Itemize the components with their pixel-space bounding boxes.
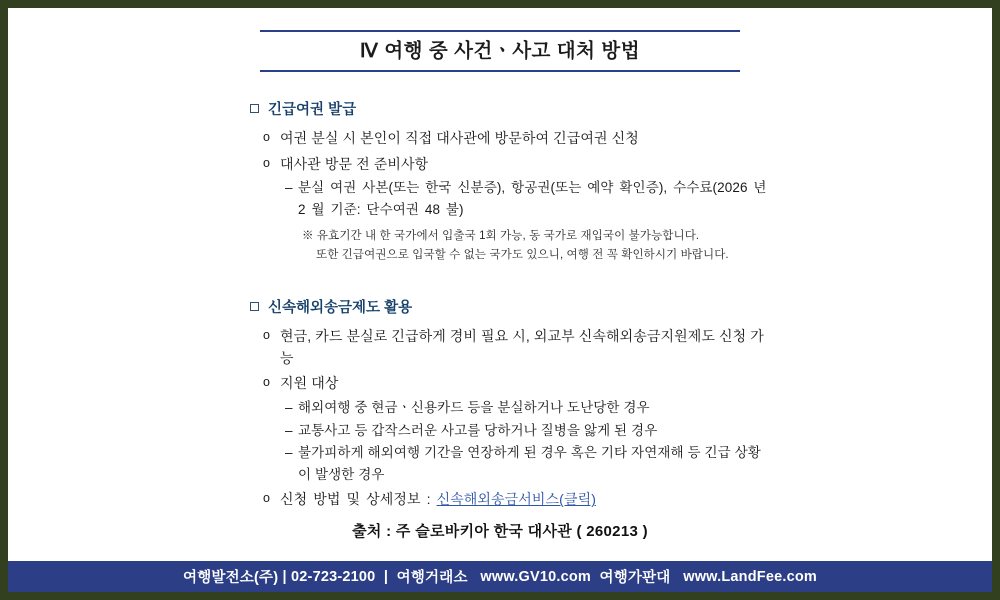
slide-title-block — [260, 30, 740, 72]
page-title: Ⅳ 여행 중 사건ㆍ사고 대처 방법 — [359, 40, 641, 62]
section-heading — [250, 296, 770, 317]
footer-brand-2: 여행가판대 — [599, 570, 671, 586]
footer-company: 여행발전소(주) — [182, 570, 279, 586]
footer-separator-1: | — [278, 568, 292, 585]
footer-site-1[interactable]: www.GV10.com — [480, 568, 592, 585]
sub-list-item: – 교통사고 등 갑작스러운 사고를 당하거나 질병을 앓게 된 경우 — [298, 420, 770, 442]
section-heading — [250, 98, 770, 119]
list-item-text: 대사관 방문 전 준비사항 — [280, 155, 429, 172]
section-emergency-remittance — [250, 296, 770, 515]
list-item-remittance-link — [280, 489, 770, 511]
sub-item-list — [280, 397, 770, 485]
sub-list-item: – 불가피하게 해외여행 기간을 연장하게 된 경우 혹은 기타 자연재해 등 긴급 상황이 발생한 경우 — [298, 442, 770, 485]
list-item-text: 지원 대상 — [280, 375, 339, 392]
sub-list-item: – 해외여행 중 현금ㆍ신용카드 등을 분실하거나 도난당한 경우 — [298, 397, 770, 419]
footer-site-2[interactable]: www.LandFee.com — [683, 568, 818, 585]
note-line-1: ※ 유효기간 내 한 국가에서 입출국 1회 가능, 동 국가로 재입국이 불가능합니다. — [302, 229, 700, 242]
footer-spacer-2 — [591, 569, 599, 585]
square-bullet-icon — [250, 302, 259, 311]
footer-spacer-1 — [468, 569, 481, 585]
footer-spacer-3 — [671, 569, 684, 585]
list-item-text: 신청 방법 및 상세정보 : — [280, 491, 437, 508]
note-line-2: 또한 긴급여권으로 입국할 수 없는 국가도 있으니, 여행 전 꼭 확인하시기 바랍니다. — [316, 248, 729, 261]
slide-canvas — [8, 8, 992, 586]
remittance-service-link[interactable]: 신속해외송금서비스(클릭) — [436, 491, 596, 508]
list-item-text: 현금, 카드 분실로 긴급하게 경비 필요 시, 외교부 신속해외송금지원제도 신청 가능 — [280, 328, 764, 366]
list-item — [280, 326, 770, 369]
footer-phone: 02-723-2100 — [291, 568, 376, 585]
section-item-list — [250, 128, 770, 265]
square-bullet-icon — [250, 104, 259, 113]
list-item — [280, 154, 770, 265]
title-rule-bottom — [260, 70, 740, 72]
section-heading-label: 신속해외송금제도 활용 — [268, 300, 413, 316]
section-item-list — [250, 326, 770, 511]
list-item — [280, 128, 770, 150]
footer-brand-1: 여행거래소 — [396, 570, 468, 586]
section-note — [302, 227, 770, 265]
source-line: 출처 : 주 슬로바키아 한국 대사관 ( 260213 ) — [352, 523, 648, 540]
sub-item-list — [280, 177, 770, 220]
slide-page — [8, 8, 992, 592]
list-item-text: 여권 분실 시 본인이 직접 대사관에 방문하여 긴급여권 신청 — [280, 130, 639, 146]
footer-separator-2: | — [375, 568, 397, 585]
list-item — [280, 373, 770, 485]
sub-list-item: – 분실 여권 사본(또는 한국 신분증), 항공권(또는 예약 확인증), 수수료(2026 년 2 월 기준: 단수여권 48 불) — [298, 177, 770, 220]
footer-bar — [8, 561, 992, 592]
section-emergency-passport — [250, 98, 770, 269]
section-heading-label: 긴급여권 발급 — [268, 102, 357, 118]
